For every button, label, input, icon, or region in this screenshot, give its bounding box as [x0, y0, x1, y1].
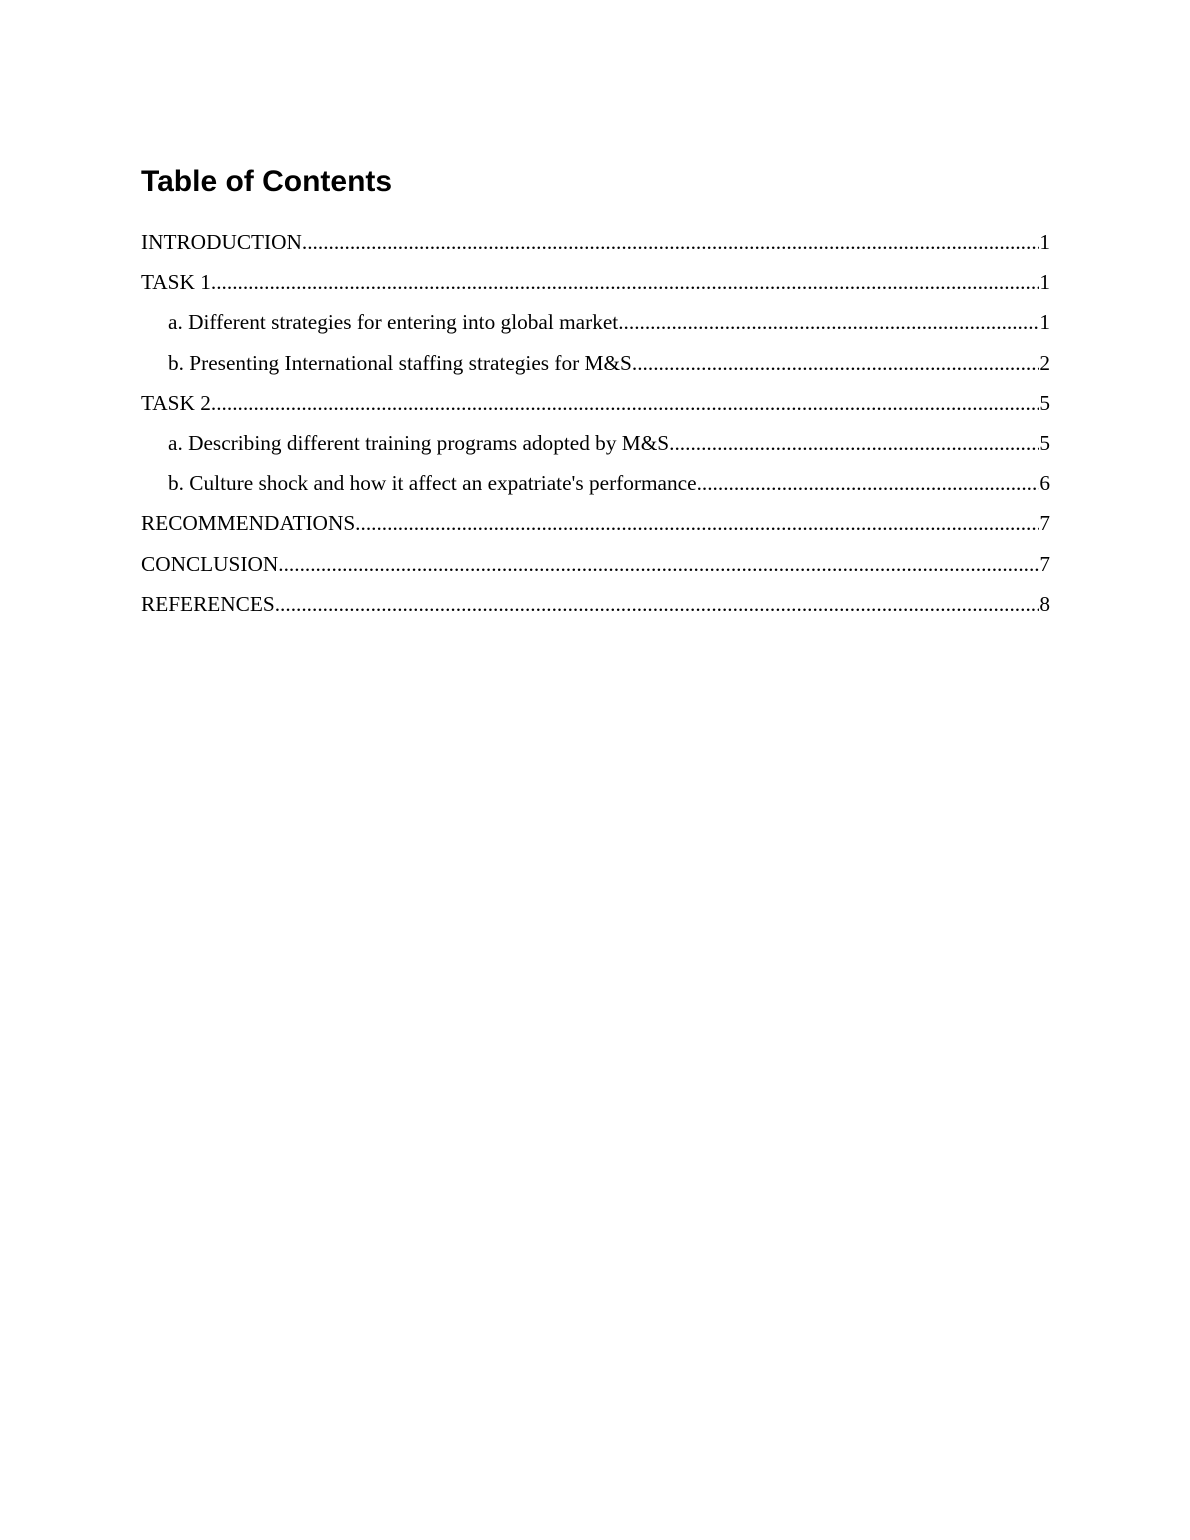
toc-entry-task-1b[interactable] [141, 349, 1050, 389]
toc-page-number: 1 [1039, 310, 1050, 335]
toc-dot-leader [211, 268, 1039, 296]
toc-entry-label: RECOMMENDATIONS [141, 511, 356, 536]
toc-entry-task-1a[interactable] [141, 308, 1050, 348]
toc-page-number: 8 [1039, 591, 1050, 616]
toc-dot-leader [618, 308, 1039, 336]
toc-page-number: 6 [1039, 471, 1050, 496]
toc-dot-leader [211, 389, 1039, 417]
toc-entry-task-2b[interactable] [141, 469, 1050, 509]
toc-dot-leader [632, 349, 1039, 377]
toc-dot-leader [278, 550, 1039, 578]
toc-page-number: 1 [1039, 270, 1050, 295]
toc-entry-task-2a[interactable] [141, 429, 1050, 469]
toc-entry-conclusion[interactable] [141, 550, 1050, 590]
toc-entry-label: b. Culture shock and how it affect an expatriate's performance [168, 471, 697, 496]
toc-entry-label: TASK 1 [141, 270, 211, 295]
toc-dot-leader [697, 469, 1040, 497]
toc-dot-leader [669, 429, 1039, 457]
toc-entry-task-1[interactable] [141, 268, 1050, 308]
toc-entry-references[interactable] [141, 590, 1050, 630]
toc-entry-introduction[interactable] [141, 228, 1050, 268]
toc-entry-recommendations[interactable] [141, 509, 1050, 549]
toc-list [141, 228, 1050, 630]
toc-page-number: 2 [1039, 350, 1050, 375]
toc-page-number: 7 [1039, 551, 1050, 576]
toc-page-number: 1 [1039, 230, 1050, 254]
toc-dot-leader [275, 590, 1040, 618]
toc-page-number: 7 [1039, 511, 1050, 536]
toc-entry-label: CONCLUSION [141, 551, 279, 576]
toc-heading: Table of Contents [141, 165, 393, 198]
toc-entry-label: a. Describing different training programs adopted by M&S [168, 430, 670, 455]
toc-dot-leader [302, 228, 1039, 256]
toc-dot-leader [355, 509, 1039, 537]
toc-entry-label: INTRODUCTION [141, 230, 302, 254]
toc-page-number: 5 [1039, 430, 1050, 455]
toc-page-number: 5 [1039, 390, 1050, 415]
toc-entry-label: REFERENCES [141, 591, 275, 616]
toc-entry-label: a. Different strategies for entering into global market [168, 310, 619, 335]
toc-entry-label: b. Presenting International staffing strategies for M&S [168, 350, 632, 375]
toc-entry-task-2[interactable] [141, 389, 1050, 429]
toc-entry-label: TASK 2 [141, 390, 211, 415]
